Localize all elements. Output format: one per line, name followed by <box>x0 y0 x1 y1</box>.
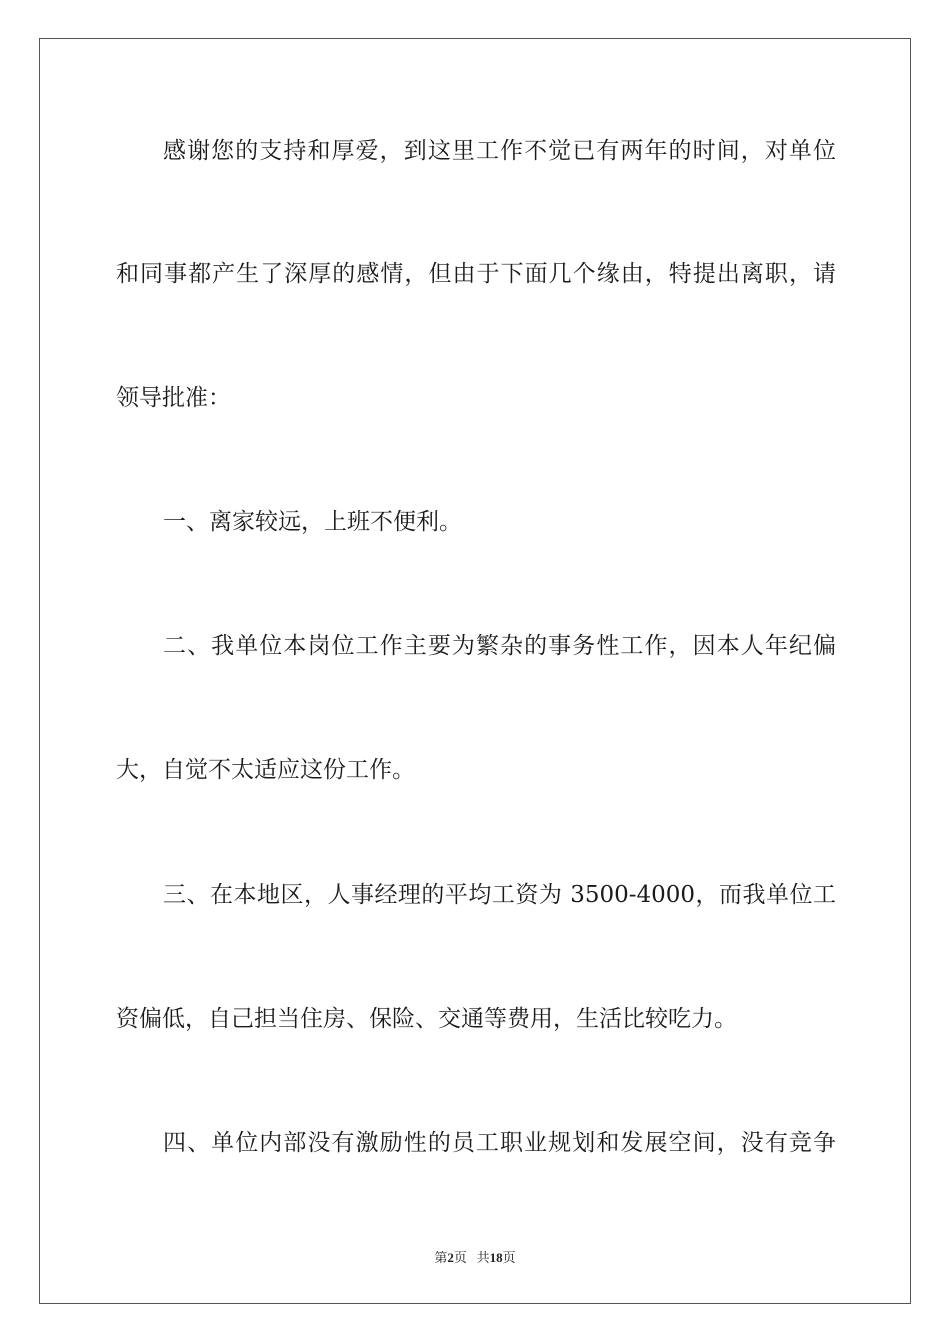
paragraph-1-line-1: 感谢您的支持和厚爱，到这里工作不觉已有两年的时间，对单位 <box>163 138 836 164</box>
item-2-line-1: 二、我单位本岗位工作主要为繁杂的事务性工作，因本人年纪偏 <box>163 633 836 659</box>
total-pages: 18 <box>489 1250 503 1265</box>
page-prefix: 第 <box>434 1250 448 1265</box>
paragraph-1-line-3: 领导批准： <box>116 385 231 411</box>
item-4-line-1: 四、单位内部没有激励性的员工职业规划和发展空间，没有竞争 <box>163 1130 836 1156</box>
item-3-line-1: 三、在本地区，人事经理的平均工资为 3500-4000，而我单位工 <box>163 882 836 908</box>
page-suffix: 页 <box>453 1250 467 1265</box>
total-suffix: 页 <box>502 1250 516 1265</box>
item-2-line-2: 大，自觉不太适应这份工作。 <box>116 757 415 783</box>
page-number: 2 <box>447 1250 454 1265</box>
item-3-line-2: 资偏低，自己担当住房、保险、交通等费用，生活比较吃力。 <box>116 1006 737 1032</box>
total-prefix: 共 <box>476 1250 490 1265</box>
paragraph-1-line-2: 和同事都产生了深厚的感情，但由于下面几个缘由，特提出离职，请 <box>116 261 836 287</box>
page-border <box>39 38 911 1304</box>
item-1-line-1: 一、离家较远，上班不便利。 <box>163 509 462 535</box>
page-footer <box>0 1247 950 1266</box>
